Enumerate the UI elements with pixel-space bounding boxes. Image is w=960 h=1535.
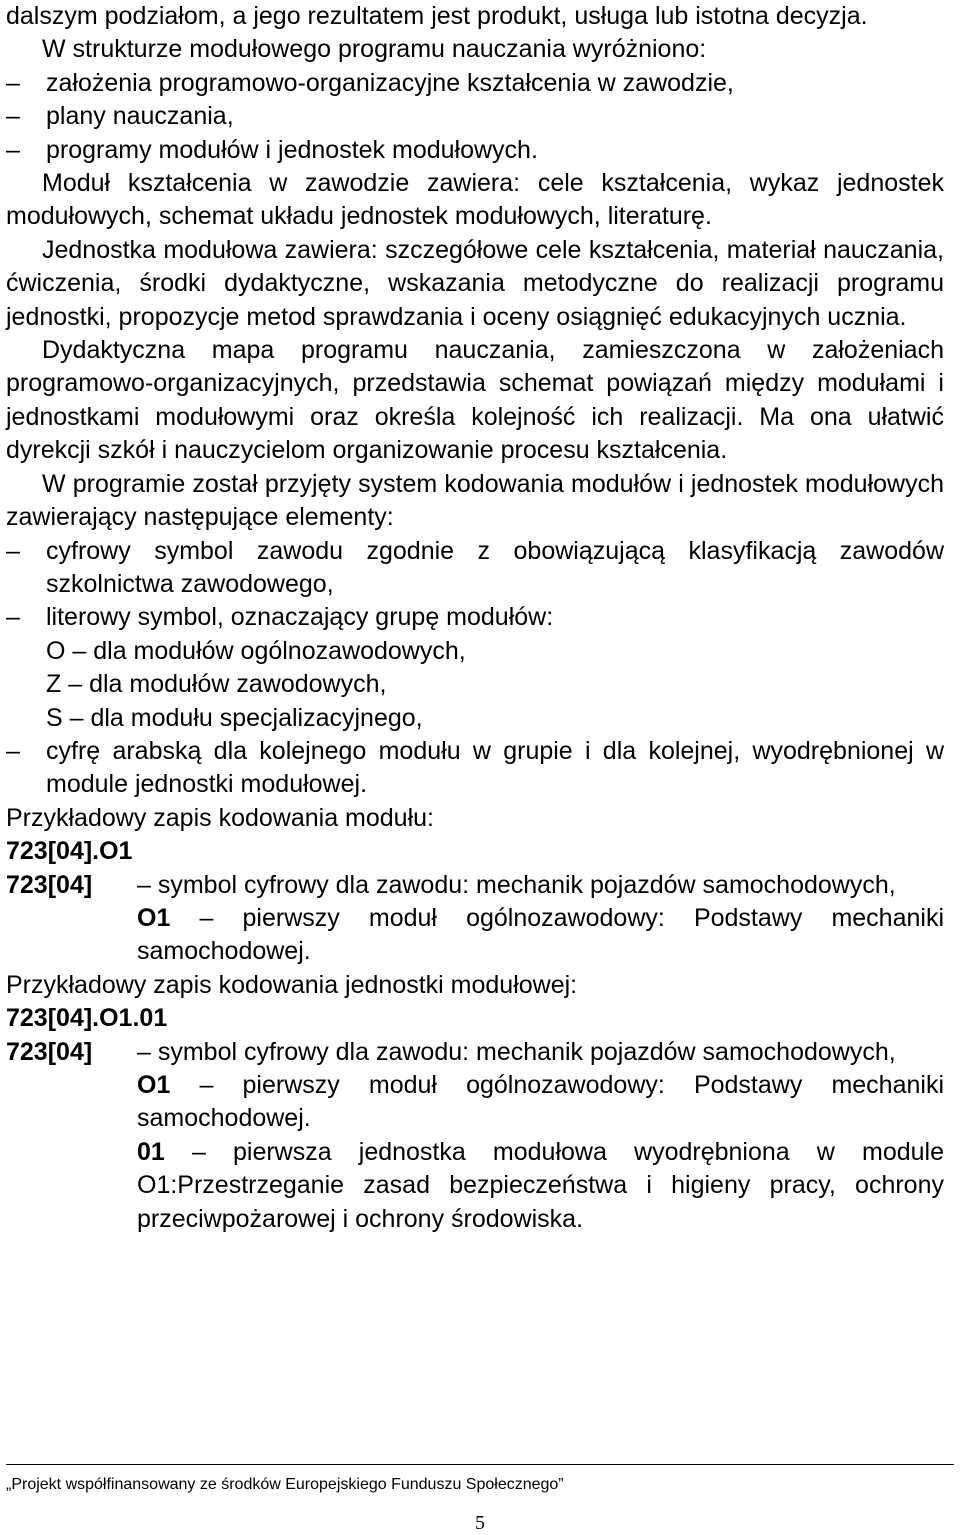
list-item: – programy modułów i jednostek modułowych. bbox=[6, 134, 944, 167]
code-key: 723[04] bbox=[6, 1037, 93, 1066]
structure-list bbox=[6, 67, 944, 167]
dash-bullet: – bbox=[6, 736, 20, 765]
code-key: O1 bbox=[137, 903, 171, 932]
paragraph-1: dalszym podziałom, a jego rezultatem jest produkt, usługa lub istotna decyzja. bbox=[6, 2, 868, 30]
footer-text: „Projekt współfinansowany ze środków Europejskiego Funduszu Społecznego” bbox=[6, 1476, 564, 1493]
code-sub-definition bbox=[6, 1136, 944, 1236]
code-definition bbox=[6, 1036, 944, 1069]
example-code: 723[04].O1 bbox=[6, 837, 133, 866]
paragraph-4: Jednostka modułowa zawiera: szczegółowe cele kształcenia, materiał nauczania, ćwiczenia, środki dydaktyczne, wskazania metodyczne do realizacji programu jednostki, propozycje metod sprawdzania i oceny osiągnięć edukacyjnych ucznia. bbox=[6, 235, 944, 331]
sub-list-item: Z – dla modułów zawodowych, bbox=[46, 670, 387, 699]
code-definition bbox=[6, 869, 944, 902]
dash-bullet: – bbox=[6, 603, 20, 632]
paragraph-3: Moduł kształcenia w zawodzie zawiera: cele kształcenia, wykaz jednostek modułowych, schemat układu jednostek modułowych, literaturę. bbox=[6, 169, 944, 231]
code-key: 723[04] bbox=[6, 870, 93, 899]
code-description: – symbol cyfrowy dla zawodu: mechanik pojazdów samochodowych, bbox=[137, 870, 896, 899]
page-number: 5 bbox=[475, 1512, 485, 1534]
example-unit-code bbox=[6, 969, 944, 1236]
paragraph-2: W strukturze modułowego programu nauczania wyróżniono: bbox=[42, 35, 707, 64]
sub-list-item: S – dla modułu specjalizacyjnego, bbox=[46, 703, 423, 732]
paragraph-5: Dydaktyczna mapa programu nauczania, zamieszczona w założeniach programowo-organizacyjnych, przedstawia schemat powiązań między modułami i jednostkami modułowymi oraz określa kolejność ich realizacji. Ma ona ułatwić dyrekcji szkół i nauczycielom organizowanie procesu kształcenia. bbox=[6, 336, 944, 465]
paragraph-6: W programie został przyjęty system kodowania modułów i jednostek modułowych zawierający następujące elementy: bbox=[6, 469, 944, 532]
code-key: O1 bbox=[137, 1071, 171, 1099]
code-sub-definition bbox=[6, 902, 944, 969]
example-code: 723[04].O1.01 bbox=[6, 1004, 168, 1033]
dash-bullet: – bbox=[6, 102, 20, 131]
dash-bullet: – bbox=[6, 68, 20, 97]
example-module-code bbox=[6, 802, 944, 969]
code-key: 01 bbox=[137, 1137, 165, 1166]
code-description: – symbol cyfrowy dla zawodu: mechanik pojazdów samochodowych, bbox=[137, 1037, 896, 1066]
code-sub-definition bbox=[6, 1069, 944, 1136]
page-footer bbox=[6, 1464, 954, 1495]
code-description: – pierwszy moduł ogólnozawodowy: Podstawy mechaniki samochodowej. bbox=[137, 1071, 944, 1133]
code-description: – pierwsza jednostka modułowa wyodrębniona w module O1:Przestrzeganie zasad bezpieczeństwa i higieny pracy, ochrony przeciwpożarowej i ochrony środowiska. bbox=[137, 1137, 944, 1233]
document-body bbox=[6, 0, 944, 1236]
list-item: – cyfrę arabską dla kolejnego modułu w grupie i dla kolejnej, wyodrębnionej w module jednostki modułowej. bbox=[6, 736, 944, 799]
list-item: – założenia programowo-organizacyjne kształcenia w zawodzie, bbox=[6, 67, 944, 100]
sub-list-item: O – dla modułów ogólnozawodowych, bbox=[46, 636, 466, 665]
dash-bullet: – bbox=[6, 135, 20, 164]
coding-elements-list bbox=[6, 535, 944, 802]
example-label: Przykładowy zapis kodowania jednostki modułowej: bbox=[6, 970, 578, 999]
code-description: – pierwszy moduł ogólnozawodowy: Podstawy mechaniki samochodowej. bbox=[137, 903, 944, 966]
list-item: – literowy symbol, oznaczający grupę modułów: bbox=[6, 601, 944, 634]
list-item: – cyfrowy symbol zawodu zgodnie z obowiązującą klasyfikacją zawodów szkolnictwa zawodowego, bbox=[6, 536, 944, 598]
example-label: Przykładowy zapis kodowania modułu: bbox=[6, 803, 434, 832]
list-item: – plany nauczania, bbox=[6, 100, 944, 133]
dash-bullet: – bbox=[6, 536, 20, 565]
